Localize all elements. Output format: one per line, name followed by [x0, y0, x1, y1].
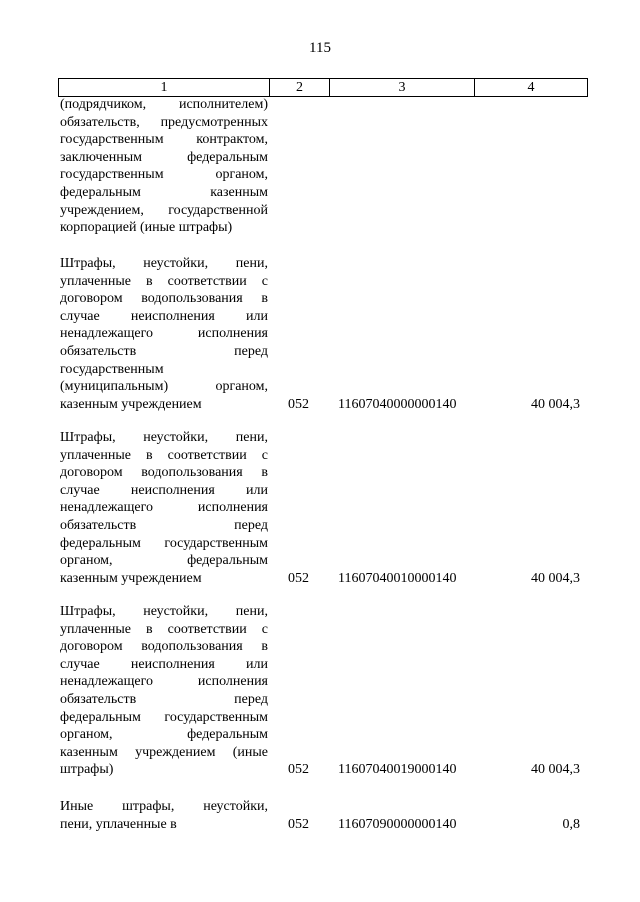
- description-line: уплаченные в соответствии с: [60, 273, 268, 289]
- description-line: казенным учреждением (иные: [60, 744, 268, 760]
- table-row-description: [60, 798, 268, 833]
- description-line: органом, федеральным: [60, 727, 268, 743]
- description-line: учреждением, государственной: [60, 202, 268, 218]
- description-line: Штрафы, неустойки, пени,: [60, 256, 268, 271]
- description-line: обязательств перед: [60, 691, 268, 707]
- budget-classification-code: 11607090000000140: [338, 816, 457, 832]
- budget-classification-code: 11607040010000140: [338, 570, 457, 586]
- budget-classification-code: 11607040000000140: [338, 396, 457, 412]
- description-line: государственным: [60, 361, 164, 377]
- table-row-description: [60, 255, 268, 413]
- description-line: органом, федеральным: [60, 553, 268, 569]
- description-line: договором водопользования в: [60, 291, 268, 307]
- page-number: 115: [309, 40, 331, 56]
- description-line: корпорацией (иные штрафы): [60, 220, 233, 236]
- table-header: [58, 78, 588, 97]
- description-line: Иные штрафы, неустойки,: [60, 799, 268, 814]
- amount: 40 004,3: [531, 396, 580, 412]
- description-line: случае неисполнения или: [60, 482, 268, 498]
- description-line: ненадлежащего исполнения: [60, 500, 268, 516]
- description-line: федеральным казенным: [60, 184, 268, 200]
- header-col-3: 3: [330, 79, 475, 96]
- description-line: заключенным федеральным: [60, 149, 268, 165]
- description-line: обязательств перед: [60, 343, 268, 359]
- description-line: обязательств, предусмотренных: [60, 114, 268, 130]
- admin-code: 052: [288, 396, 309, 412]
- header-col-2: 2: [270, 79, 330, 96]
- description-line: случае неисполнения или: [60, 308, 268, 324]
- description-line: договором водопользования в: [60, 639, 268, 655]
- description-line: случае неисполнения или: [60, 656, 268, 672]
- description-line: уплаченные в соответствии с: [60, 447, 268, 463]
- amount: 40 004,3: [531, 570, 580, 586]
- description-line: уплаченные в соответствии с: [60, 621, 268, 637]
- description-line: Штрафы, неустойки, пени,: [60, 430, 268, 445]
- description-line: обязательств перед: [60, 517, 268, 533]
- description-line: казенным учреждением: [60, 396, 202, 412]
- description-line: договором водопользования в: [60, 465, 268, 481]
- budget-classification-code: 11607040019000140: [338, 762, 457, 778]
- description-line: Штрафы, неустойки, пени,: [60, 604, 268, 619]
- admin-code: 052: [288, 570, 309, 586]
- description-line: ненадлежащего исполнения: [60, 326, 268, 342]
- admin-code: 052: [288, 762, 309, 778]
- table-row-description: [60, 429, 268, 587]
- header-col-1: 1: [59, 79, 270, 96]
- table-row-description: [60, 603, 268, 779]
- header-col-4: 4: [527, 80, 535, 95]
- amount: 0,8: [562, 816, 580, 832]
- description-line: государственным органом,: [60, 167, 268, 183]
- description-line: ненадлежащего исполнения: [60, 674, 268, 690]
- description-line: федеральным государственным: [60, 709, 268, 725]
- description-line: федеральным государственным: [60, 535, 268, 551]
- description-line: (подрядчиком, исполнителем): [60, 97, 268, 112]
- admin-code: 052: [288, 816, 309, 832]
- description-line: пени, уплаченные в: [60, 816, 177, 832]
- amount: 40 004,3: [531, 762, 580, 778]
- description-line: штрафы): [60, 762, 114, 778]
- table-row-description: [60, 96, 268, 237]
- description-line: (муниципальным) органом,: [60, 379, 268, 395]
- description-line: казенным учреждением: [60, 570, 202, 586]
- description-line: государственным контрактом,: [60, 132, 268, 148]
